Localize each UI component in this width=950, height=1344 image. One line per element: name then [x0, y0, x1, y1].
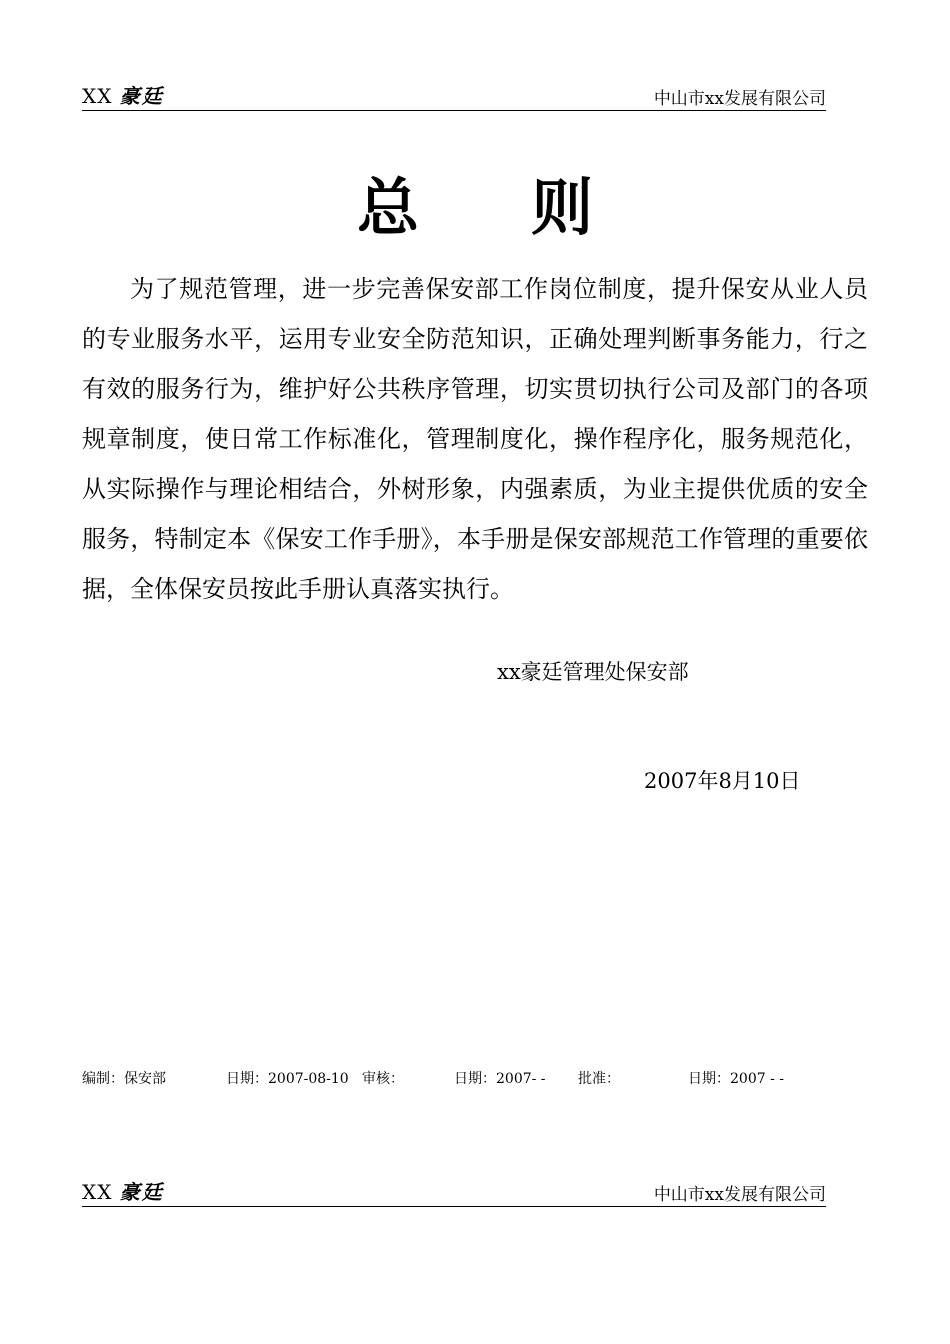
body-paragraph: 为了规范管理，进一步完善保安部工作岗位制度，提升保安从业人员的专业服务水平，运用专业安全防范知识，正确处理判断事务能力，行之有效的服务行为，维护好公共秩序管理，切实贯切执行公司及部门的各项规章制度，使日常工作标准化，管理制度化，操作程序化，服务规范化，从实际操作与理论相结合，外树形象，内强素质，为业主提供优质的安全服务，特制定本《保安工作手册》，本手册是保安部规范工作管理的重要依据，全体保安员按此手册认真落实执行。 [82, 275, 868, 603]
header-brand: 豪廷 [119, 84, 164, 108]
page-header [82, 80, 826, 111]
title-char-1: 总 [357, 171, 420, 244]
review-date: 日期：2007- - [454, 1071, 546, 1087]
signature: xx豪廷管理处保安部 [497, 660, 689, 684]
footer-prefix: XX [82, 1180, 113, 1204]
header-company: 中山市xx发展有限公司 [653, 89, 826, 109]
title-char-2: 则 [531, 171, 594, 244]
header-prefix: XX [82, 84, 113, 108]
header-logo-text [82, 80, 164, 109]
document-date: 2007年8月10日 [644, 769, 801, 793]
page-title [0, 158, 950, 247]
compiled-by: 编制：保安部 [82, 1071, 166, 1087]
compiled-date: 日期：2007-08-10 [226, 1071, 349, 1087]
approval-line [82, 1068, 842, 1090]
footer-company: 中山市xx发展有限公司 [653, 1185, 826, 1205]
footer-logo-text [82, 1176, 164, 1205]
reviewed-by: 审核： [362, 1071, 404, 1087]
page-footer [82, 1176, 826, 1207]
approved-by: 批准： [578, 1071, 620, 1087]
approve-date: 日期：2007 - - [688, 1071, 784, 1087]
footer-brand: 豪廷 [119, 1180, 164, 1204]
